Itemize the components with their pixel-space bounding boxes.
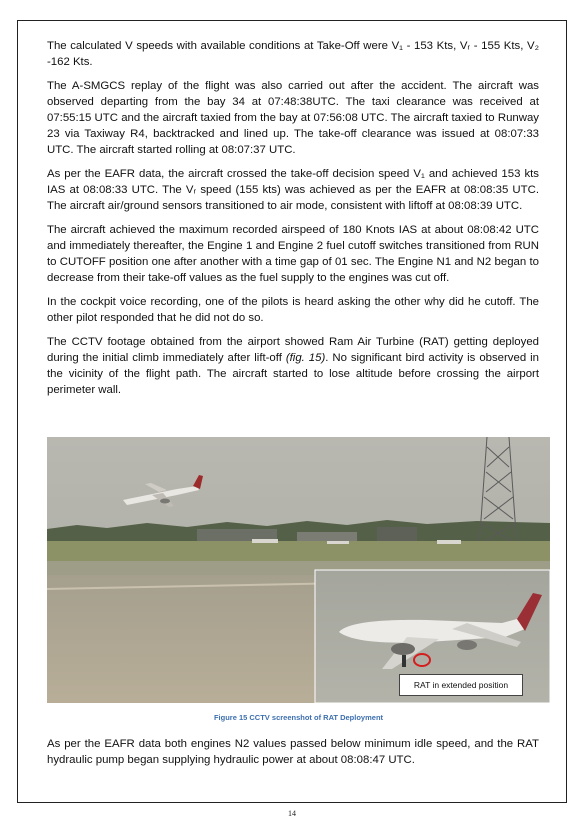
page-number: 14: [288, 809, 296, 818]
body-text: [47, 38, 539, 406]
cctv-image: [47, 437, 550, 703]
figure-caption: Figure 15 CCTV screenshot of RAT Deployment: [213, 713, 384, 722]
rat-label-box: RAT in extended position: [399, 674, 523, 696]
paragraph-eafr-takeoff: As per the EAFR data, the aircraft crossed the take-off decision speed V₁ and achieved 153 kts IAS at 08:08:33 UTC. The Vᵣ speed (155 kts) was achieved as per the EAFR at 08:08:35 UTC. The aircraft air/ground sensors transitioned to air mode, consistent with liftoff at 08:08:39 UTC.: [47, 168, 539, 212]
paragraph-rat-hydraulic: As per the EAFR data both engines N2 values passed below minimum idle speed, and the RAT hydraulic pump began supplying hydraulic power at about 08:08:47 UTC.: [47, 738, 539, 766]
cctv-screenshot: [47, 437, 550, 703]
paragraph-cctv: [47, 334, 539, 398]
paragraph-asmgcs: The A-SMGCS replay of the flight was also carried out after the accident. The aircraft was observed departing from the bay 34 at 07:48:38UTC. The taxi clearance was received at 07:55:15 UTC and the aircraft taxied from the bay at 07:56:08 UTC. The aircraft taxied to Runway 23 via Taxiway R4, backtracked and lined up. The take-off clearance was issued at 08:07:33 UTC. The aircraft started rolling at 08:07:37 UTC.: [47, 80, 539, 156]
paragraph-cvr: In the cockpit voice recording, one of the pilots is heard asking the other why did he cutoff. The other pilot responded that he did not do so.: [47, 296, 539, 324]
figure-reference: (fig. 15): [285, 352, 326, 364]
paragraph-fuel-cutoff: The aircraft achieved the maximum recorded airspeed of 180 Knots IAS at about 08:08:42 UTC and immediately thereafter, the Engine 1 and Engine 2 fuel cutoff switches transitioned from RUN to CUTOFF position one after another with a time gap of 01 sec. The Engine N1 and N2 began to decrease from their take-off values as the fuel supply to the engines was cut off.: [47, 224, 539, 284]
paragraph-v-speeds: The calculated V speeds with available conditions at Take-Off were V₁ - 153 Kts, Vᵣ - 155 Kts, V₂ -162 Kts.: [47, 40, 539, 68]
cctv-text-before: The CCTV footage obtained from the airport showed Ram Air Turbine (RAT) getting deployed during the initial climb immediately after lift-off: [47, 336, 539, 364]
cctv-text-after: . No significant bird activity is observed in the vicinity of the flight path. The aircraft started to lose altitude before crossing the airport perimeter wall.: [47, 352, 539, 396]
